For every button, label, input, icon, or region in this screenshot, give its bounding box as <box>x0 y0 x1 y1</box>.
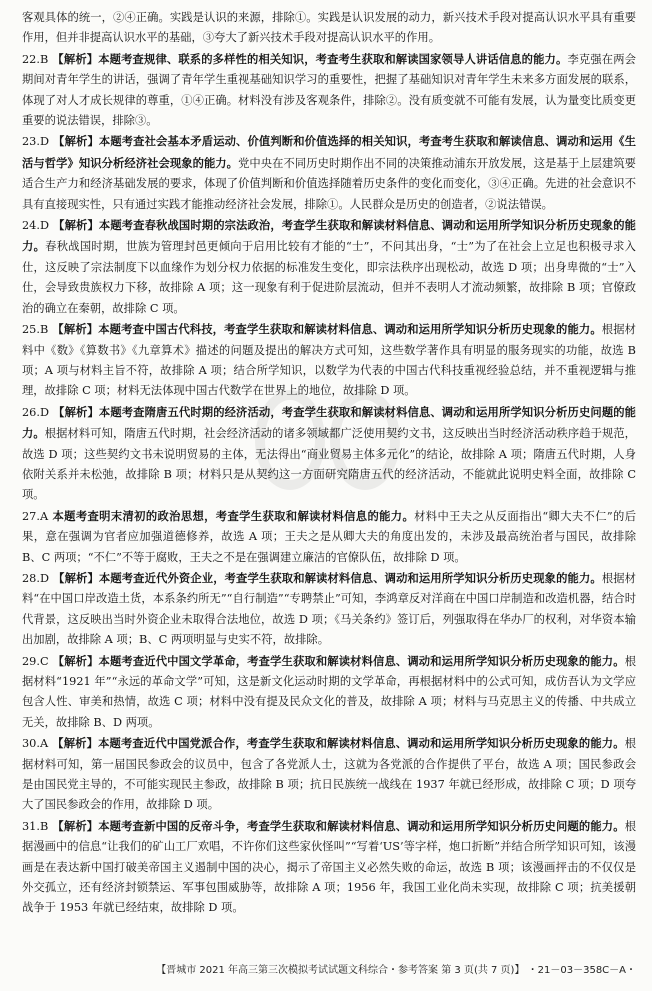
question-answer: D <box>39 405 50 419</box>
question-answer: A <box>39 509 49 523</box>
question-body: 材料中王夫之从反面指出“卿大夫不仁”的后果，意在强调为官者应加强道德修养，故选 A 项；王夫之是从卿大夫的角度出发的，未涉及最高统治者与国民，故排除 B、C 两项；“不仁”不等于腐败，王夫之不是在强调建立廉洁的官僚队伍，故排除 D 项。 <box>22 509 636 564</box>
question-25 <box>22 319 636 402</box>
question-28 <box>22 568 636 651</box>
question-lead: 本题考查隋唐五代时期的经济活动，考查学生获取和解读材料信息、调动和运用所学知识分析历史问题的能力。 <box>22 404 636 441</box>
question-22 <box>22 49 636 132</box>
question-body: 根据材料可知，第一届国民参政会的议员中，包含了各党派人士，这就为各党派的合作提供了平台，故选 A 项；国民参政会是由国民党主导的，不可能实现民主参政，故排除 B 项；抗日民族统一战线在 1937 年就已经形成，故排除 C 项；D 项夸大了国民参政会的作用，故排除 D 项。 <box>22 737 636 812</box>
question-body: 根据材料“1921 年”“永远的革命文学”可知，这是新文化运动时期的文学革命，再根据材料中的公式可知，成仿吾认为文学应包含人性、审美和热情，故选 C 项；材料中没有提及民众文化的普及，故排除 A 项；材料与马克思主义的传播、中共成立无关，故排除 B、D 两项。 <box>22 654 636 729</box>
question-answer: D <box>39 219 50 233</box>
question-answer: B <box>39 52 49 66</box>
analysis-tag: 【解析】 <box>52 322 99 337</box>
analysis-tag: 【解析】 <box>52 736 99 751</box>
question-list <box>22 49 636 919</box>
question-lead: 本题考查明末清初的政治思想，考查学生获取和解读材料信息的能力。 <box>52 508 415 523</box>
question-number: 22. <box>22 52 40 66</box>
page-footer: 【晋城市 2021 年高三第三次模拟考试试题文科综合・参考答案 第 3 页(共 7 页)】 ・21－03－358C－A・ <box>156 965 636 976</box>
question-lead: 本题考查规律、联系的多样性的相关知识，考查考生获取和解读国家领导人讲话信息的能力。 <box>98 51 568 66</box>
analysis-tag: 【解析】 <box>52 818 99 833</box>
question-31 <box>22 816 636 919</box>
question-30 <box>22 733 636 816</box>
question-27 <box>22 506 636 568</box>
question-number: 26. <box>22 405 40 419</box>
question-24 <box>22 215 636 319</box>
question-body: 根据材料中《数》《算数书》《九章算术》描述的问题及提出的解决方式可知，这些数学著作具有明显的服务现实的功能，故选 B 项；A 项与材料主旨不符，故排除 A 项；结合所学知识，以数学为代表的中国古代科技重视经验总结，并不重视逻辑与推理，故排除 C 项；材料无法体现中国古代数学在世界上的地位，故排除 D 项。 <box>22 323 636 398</box>
question-body: 根据漫画中的信息“让我们的矿山工厂欢唱，不许你们这些家伙怪叫”“写着‘US’等字样，炮口折断”并结合所学知识可知，该漫画是在表达新中国打破美帝国主义遏制中国的决心，揭示了帝国主义必然失败的命运，故选 B 项；该漫画抨击的不仅仅是外交孤立，还有经济封锁禁运、军事包围威胁等，故排除 A 项；1956 年，我国工业化尚未实现，故排除 C 项；抗美援朝战争于 1953 年就已经结束，故排除 D 项。 <box>22 819 636 915</box>
question-number: 30. <box>22 737 40 751</box>
question-answer: A <box>39 737 49 751</box>
question-lead: 本题考查新中国的反帝斗争，考查学生获取和解读材料信息、调动和运用所学知识分析历史问题的能力。 <box>98 818 625 833</box>
question-lead: 本题考查近代中国文学革命，考查学生获取和解读材料信息、调动和运用所学知识分析历史现象的能力。 <box>98 653 625 668</box>
question-26 <box>22 402 636 506</box>
question-body: 春秋战国时期，世族为管理封邑更倾向于启用比较有才能的“士”，不问其出身，“士”为了在社会上立足也积极寻求入仕，这反映了宗法制度下以血缘作为划分权力依据的标准发生变化，即宗法秩序出现松动，故选 D 项；出身卑微的“士”入仕，会导致贵族权力下移，故排除 A 项；这一现象有利于促进阶层流动，但并不表明人才流动频繁，故排除 B 项；官僚政治的确立在秦朝，故排除 C 项。 <box>22 240 636 315</box>
question-23 <box>22 131 636 215</box>
answer-page <box>22 8 636 919</box>
question-29 <box>22 651 636 734</box>
question-answer: B <box>39 323 49 337</box>
question-body: 党中央在不同历史时期作出不同的决策推动浦东开放发展，这是基于上层建筑要适合生产力和经济基础发展的要求，体现了价值判断和价值选择随着历史条件的变化而变化，③④正确。先进的社会意识不具有直接现实性，只有通过实践才能推动经济社会发展，排除①。人民群众是历史的创造者，②说法错误。 <box>22 156 636 211</box>
question-body: 根据材料“在中国口岸改造土货，本系条约所无”“自行制造”“专聘禁止”可知，李鸿章反对洋商在中国口岸制造和改造机器，结合时代背景，这反映出当时外资企业未取得合法地位，故选 D 项；《马关条约》签订后，列强取得在华办厂的权利，对华资本输出加剧，故排除 A 项；B、C 两项明显与史实不符，故排除。 <box>22 571 636 647</box>
question-number: 28. <box>22 571 40 585</box>
question-number: 24. <box>22 219 40 233</box>
question-lead: 本题考查近代外资企业，考查学生获取和解读材料信息、调动和运用所学知识分析历史现象的能力。 <box>98 570 602 585</box>
question-body: 根据材料可知，隋唐五代时期，社会经济活动的诸多领域都广泛使用契约文书，这反映出当时经济活动秩序趋于规范，故选 D 项；这些契约文书未说明贸易的主体，无法得出“商业贸易主体多元化”的结论，故排除 A 项；隋唐五代时期，人身依附关系并未松弛，故排除 B 项；材料只是从契约这一方面研究隋唐五代的经济活动，不能就此说明史料全面，故排除 C 项。 <box>22 427 636 502</box>
question-body: 李克强在两会期间对青年学生的讲话，强调了青年学生重视基础知识学习的重要性，把握了基础知识对青年学生未来多方面发展的联系，体现了对人才成长规律的尊重，①④正确。材料没有涉及客观条件，排除②。没有质变就不可能有发展，认为量变比质变更重要的说法错误，排除③。 <box>22 52 636 128</box>
question-answer: D <box>39 135 50 149</box>
question-number: 27. <box>22 509 40 523</box>
analysis-tag: 【解析】 <box>53 218 99 233</box>
analysis-tag: 【解析】 <box>52 51 99 66</box>
question-lead: 本题考查春秋战国时期的宗法政治，考查学生获取和解读材料信息、调动和运用所学知识分析历史现象的能力。 <box>22 218 636 254</box>
analysis-tag: 【解析】 <box>52 653 99 668</box>
question-number: 23. <box>22 135 40 149</box>
question-answer: C <box>39 654 49 668</box>
question-number: 29. <box>22 654 40 668</box>
question-lead: 本题考查中国古代科技，考查学生获取和解读材料信息、调动和运用所学知识分析历史现象的能力。 <box>98 322 602 337</box>
analysis-tag: 【解析】 <box>53 134 99 149</box>
question-number: 25. <box>22 323 40 337</box>
question-answer: D <box>39 571 50 585</box>
question-number: 31. <box>22 819 40 833</box>
analysis-tag: 【解析】 <box>53 404 99 419</box>
question-lead: 本题考查社会基本矛盾运动、价值判断和价值选择的相关知识，考查考生获取和解读信息、调动和运用《生活与哲学》知识分析经济社会现象的能力。 <box>22 134 636 170</box>
question-lead: 本题考查近代中国党派合作，考查学生获取和解读材料信息、调动和运用所学知识分析历史现象的能力。 <box>98 736 625 751</box>
question-answer: B <box>39 819 49 833</box>
intro-paragraph: 客观具体的统一，②④正确。实践是认识的来源，排除①。实践是认识发展的动力，新兴技术手段对提高认识水平具有重要作用，但并非提高认识水平的基础，③夸大了新兴技术手段对提高认识水平的作用。 <box>22 11 636 45</box>
analysis-tag: 【解析】 <box>53 570 99 585</box>
